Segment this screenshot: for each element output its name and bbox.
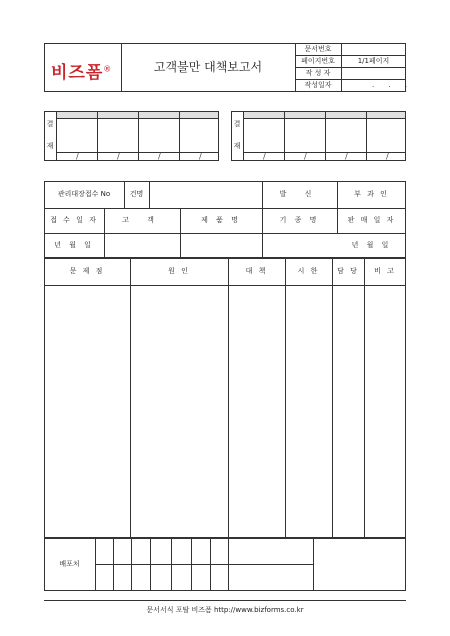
approval-right-label-divider bbox=[243, 111, 244, 161]
distribution-label: 배포처 bbox=[59, 560, 80, 568]
info-col-line bbox=[104, 208, 105, 258]
approval-right-date-slash: / bbox=[345, 152, 348, 161]
col-header-measure: 대 책 bbox=[245, 267, 268, 275]
info-label-sale-date: 판 매 일 자 bbox=[347, 216, 396, 224]
header-row-line bbox=[295, 67, 406, 68]
distribution-row-line bbox=[95, 564, 313, 565]
info-label-subject: 건명 bbox=[129, 190, 144, 198]
info-value-receipt-date: 년 월 일 bbox=[54, 241, 94, 249]
approval-left-label-top: 결 bbox=[46, 120, 54, 128]
approval-right-date-slash: / bbox=[304, 152, 307, 161]
logo bbox=[51, 58, 117, 83]
meta-value-page-number: 1/1페이지 bbox=[357, 57, 390, 65]
approval-right-divider bbox=[284, 111, 285, 161]
header-row-line bbox=[295, 55, 406, 56]
distribution-col-line bbox=[313, 538, 314, 591]
main-col-line bbox=[332, 258, 333, 538]
info-label-product-name: 제 품 명 bbox=[201, 216, 241, 224]
info-col-line bbox=[337, 181, 338, 233]
approval-right-label-top: 결 bbox=[233, 120, 241, 128]
col-header-cause: 원 인 bbox=[168, 267, 190, 275]
logo-registered-mark: ® bbox=[103, 64, 112, 74]
col-header-person: 담 당 bbox=[337, 267, 359, 275]
col-header-note: 비 고 bbox=[374, 267, 396, 275]
approval-right-date-slash: / bbox=[386, 152, 389, 161]
info-row-line bbox=[44, 208, 406, 209]
info-label-receipt-date: 접 수 일 자 bbox=[50, 216, 98, 224]
main-table-header-line bbox=[44, 285, 406, 286]
approval-right-date-slash: / bbox=[263, 152, 266, 161]
approval-left-label-bottom: 재 bbox=[46, 142, 54, 150]
approval-left-date-slash: / bbox=[76, 152, 79, 161]
header-row-line bbox=[295, 79, 406, 80]
info-label-assignee: 부 과 인 bbox=[354, 190, 389, 198]
info-label-customer: 고 객 bbox=[122, 216, 162, 224]
logo-text: 비즈폼 bbox=[51, 63, 104, 83]
info-row-line bbox=[44, 233, 406, 234]
approval-right-divider bbox=[366, 111, 367, 161]
approval-right-label-bottom: 재 bbox=[233, 142, 241, 150]
approval-left-divider bbox=[138, 111, 139, 161]
approval-right-divider bbox=[325, 111, 326, 161]
info-label-register-no: 관리대장접수 No bbox=[57, 190, 111, 198]
footer-text: 문서서식 포탈 비즈폼 http://www.bizforms.co.kr bbox=[146, 606, 304, 614]
meta-label-doc-number: 문서번호 bbox=[304, 45, 332, 53]
meta-label-date: 작성일자 bbox=[304, 81, 332, 89]
approval-left-label-divider bbox=[56, 111, 57, 161]
main-table bbox=[44, 258, 406, 538]
info-col-line bbox=[180, 208, 181, 258]
info-label-sender: 발 신 bbox=[279, 190, 320, 198]
approval-right-date-line bbox=[243, 152, 406, 153]
approval-left-divider bbox=[179, 111, 180, 161]
approval-left-date-slash: / bbox=[117, 152, 120, 161]
info-value-sale-date: 년 월 일 bbox=[351, 241, 392, 249]
approval-left-date-line bbox=[56, 152, 219, 153]
info-col-line bbox=[149, 181, 150, 208]
col-header-deadline: 시 한 bbox=[297, 267, 320, 275]
approval-left-date-slash: / bbox=[158, 152, 161, 161]
approval-left-date-slash: / bbox=[199, 152, 202, 161]
info-label-model-name: 기 종 명 bbox=[279, 216, 320, 224]
info-col-line bbox=[262, 208, 263, 258]
approval-left-divider bbox=[97, 111, 98, 161]
col-header-problem: 문 제 점 bbox=[69, 267, 105, 275]
main-col-line bbox=[364, 258, 365, 538]
main-col-line bbox=[228, 258, 229, 538]
meta-label-page-number: 페이지번호 bbox=[301, 57, 335, 65]
meta-label-author: 작 성 자 bbox=[305, 69, 331, 77]
meta-value-date: . . . bbox=[372, 81, 414, 89]
main-col-line bbox=[285, 258, 286, 538]
page-title: 고객불만 대책보고서 bbox=[153, 60, 263, 74]
main-col-line bbox=[130, 258, 131, 538]
footer-rule bbox=[44, 600, 406, 601]
